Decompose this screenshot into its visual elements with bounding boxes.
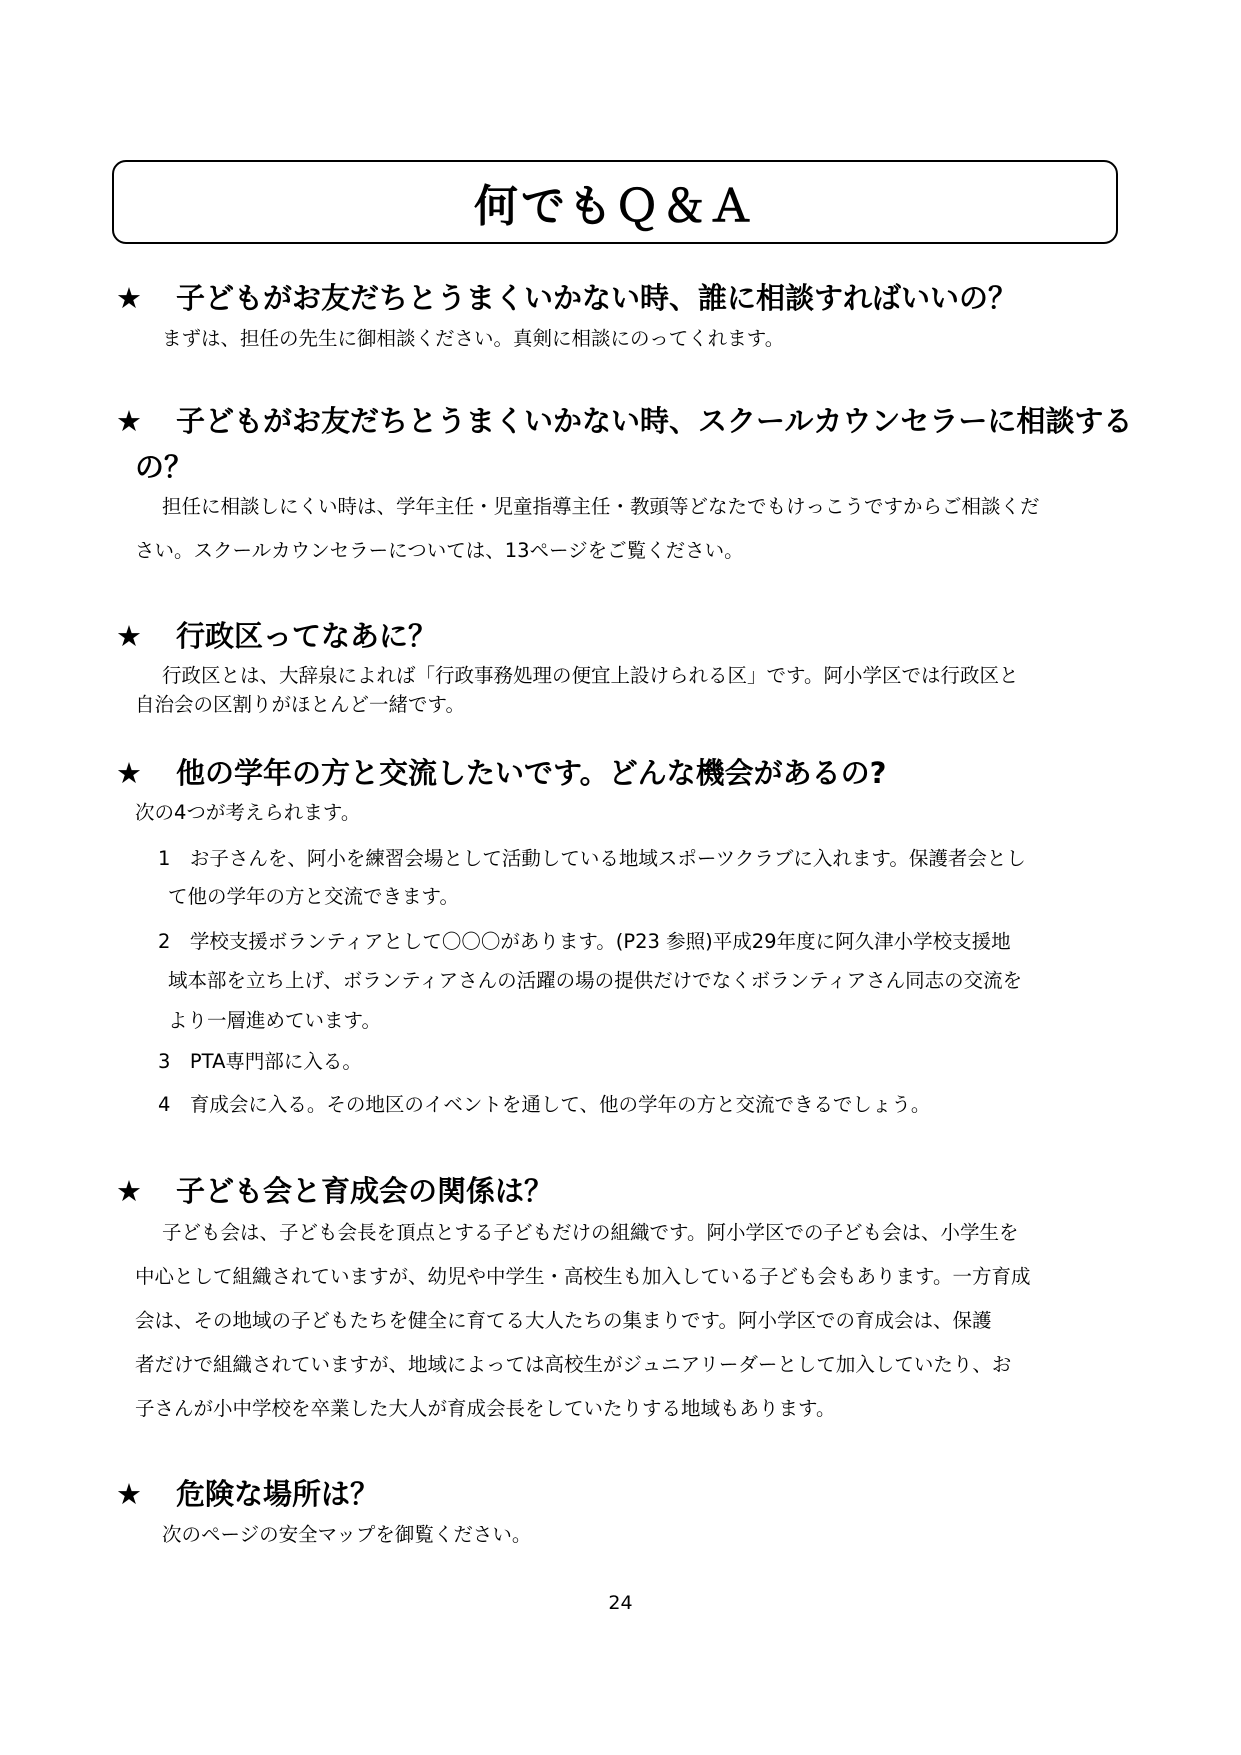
answer-5-line-5: 子さんが小中学校を卒業した大人が育成会長をしていたりする地域もあります。 xyxy=(135,1397,836,1420)
answer-5-line-3: 会は、その地域の子どもたちを健全に育てる大人たちの集まりです。阿小学区での育成会は、保護 xyxy=(135,1309,992,1332)
answer-5-line-1: 子ども会は、子ども会長を頂点とする子どもだけの組織です。阿小学区での子ども会は、小学生を xyxy=(162,1221,1019,1244)
question-1-text: 子どもがお友だちとうまくいかない時、誰に相談すればいいの？ xyxy=(176,281,1018,315)
answer-5-line-2: 中心として組織されていますが、幼児や中学生・高校生も加入している子ども会もあります。一方育成 xyxy=(135,1265,1031,1288)
answer-6-line-1: 次のページの安全マップを御覧ください。 xyxy=(162,1523,532,1546)
answer-2-line-1: 担任に相談しにくい時は、学年主任・児童指導主任・教頭等どなたでもけっこうですからご相談くだ xyxy=(162,495,1040,518)
question-2-line-2: の？ xyxy=(135,450,194,484)
title-box xyxy=(112,160,1118,244)
answer-3-line-1: 行政区とは、大辞泉によれば「行政事務処理の便宜上設けられる区」です。阿小学区では行政区と xyxy=(162,664,1019,687)
question-4 xyxy=(116,750,887,796)
list-item-4: 4 育成会に入る。その地区のイベントを通して、他の学年の方と交流できるでしょう。 xyxy=(158,1093,931,1116)
answer-2-line-2: さい。スクールカウンセラーについては、13ページをご覧ください。 xyxy=(135,539,744,562)
star-icon: ★ xyxy=(116,281,142,315)
star-icon: ★ xyxy=(116,1174,142,1208)
star-icon: ★ xyxy=(116,619,142,653)
question-6-text: 危険な場所は？ xyxy=(176,1477,380,1511)
list-item-2-line-1: 2 学校支援ボランティアとして〇〇〇があります。(P23 参照)平成29年度に阿久津小学校支援地 xyxy=(158,930,1011,953)
page-title: 何でもＱ＆Ａ xyxy=(474,181,756,232)
answer-4-intro: 次の4つが考えられます。 xyxy=(135,801,361,824)
question-3 xyxy=(116,613,437,659)
question-1 xyxy=(116,275,1017,321)
list-item-2-line-3: より一層進めています。 xyxy=(168,1009,381,1032)
question-4-text: 他の学年の方と交流したいです。どんな機会があるの? xyxy=(176,756,887,790)
question-2-line-1: 子どもがお友だちとうまくいかない時、スクールカウンセラーに相談する xyxy=(176,404,1133,438)
answer-1-line-1: まずは、担任の先生に御相談ください。真剣に相談にのってくれます。 xyxy=(162,327,785,350)
question-3-text: 行政区ってなあに？ xyxy=(176,619,438,653)
answer-3-line-2: 自治会の区割りがほとんど一緒です。 xyxy=(135,693,465,716)
answer-5-line-4: 者だけで組織されていますが、地域によっては高校生がジュニアリーダーとして加入していたり、お xyxy=(135,1353,1012,1376)
question-5 xyxy=(116,1168,553,1214)
question-2 xyxy=(116,398,1136,490)
question-5-text: 子ども会と育成会の関係は？ xyxy=(176,1174,554,1208)
star-icon: ★ xyxy=(116,1477,142,1511)
list-item-2-line-2: 域本部を立ち上げ、ボランティアさんの活躍の場の提供だけでなくボランティアさん同志の交流を xyxy=(168,969,1023,992)
star-icon: ★ xyxy=(116,404,142,438)
list-item-1-line-2: て他の学年の方と交流できます。 xyxy=(168,885,459,908)
question-6 xyxy=(116,1471,379,1517)
list-item-3: 3 PTA専門部に入る。 xyxy=(158,1050,362,1073)
list-item-1-line-1: 1 お子さんを、阿小を練習会場として活動している地域スポーツクラブに入れます。保護者会とし xyxy=(158,847,1026,870)
page-number: 24 xyxy=(608,1592,633,1614)
star-icon: ★ xyxy=(116,756,142,790)
